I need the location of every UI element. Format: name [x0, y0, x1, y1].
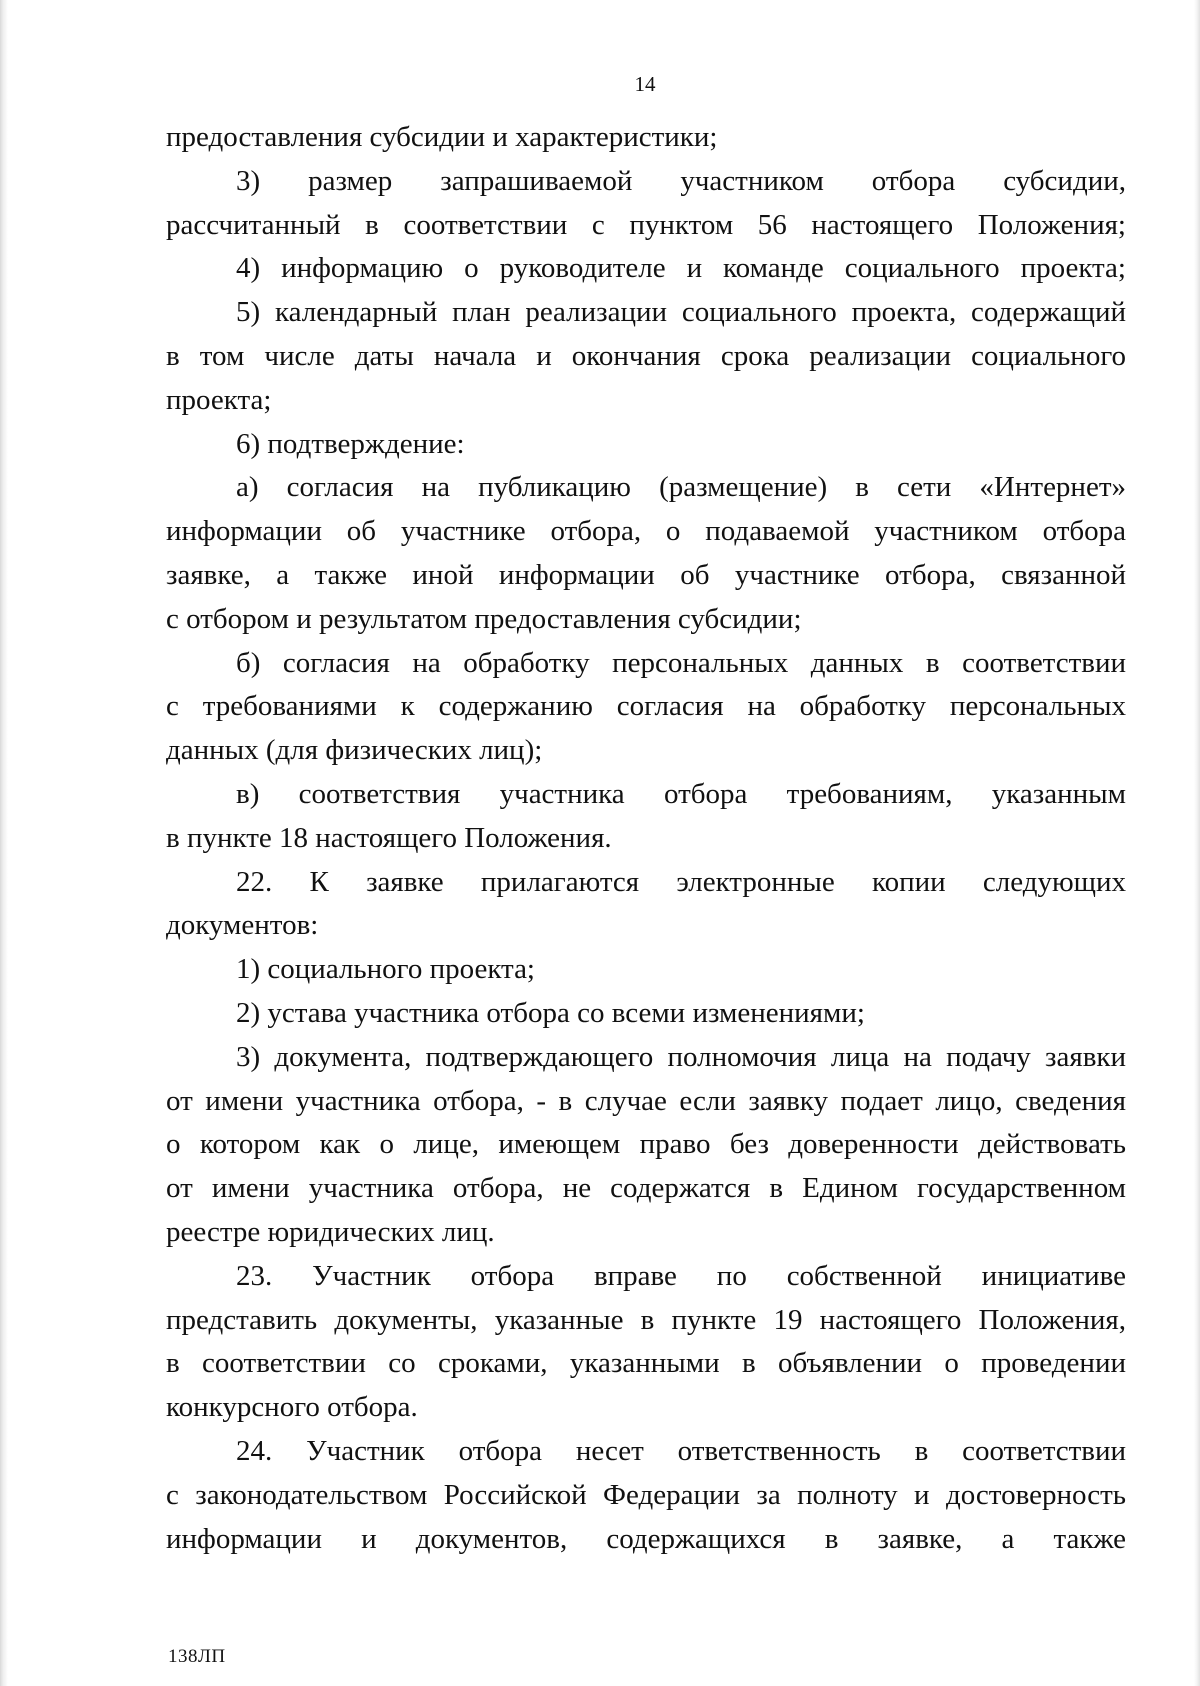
text-line: в) соответствия участника отбора требованиям, указанным: [236, 777, 1126, 810]
text-line: 24. Участник отбора несет ответственность в соответствии: [236, 1434, 1126, 1467]
text-line: представить документы, указанные в пункте 19 настоящего Положения,: [166, 1303, 1126, 1336]
page-number: 14: [634, 72, 656, 96]
text-line: рассчитанный в соответствии с пунктом 56 настоящего Положения;: [166, 208, 1126, 241]
text-line: в соответствии со сроками, указанными в объявлении о проведении: [166, 1347, 1126, 1380]
text-line: о котором как о лице, имеющем право без доверенности действовать: [166, 1128, 1126, 1161]
text-line: а) согласия на публикацию (размещение) в сети «Интернет»: [236, 471, 1126, 504]
text-line: 4) информацию о руководителе и команде социального проекта;: [236, 252, 1126, 285]
text-line: 22. К заявке прилагаются электронные копии следующих: [236, 865, 1126, 898]
scan-edge-right: [1194, 0, 1200, 1686]
text-line: документов:: [166, 909, 319, 942]
text-line: информации и документов, содержащихся в заявке, а также: [166, 1522, 1126, 1555]
text-line: в пункте 18 настоящего Положения.: [166, 821, 612, 854]
text-line: от имени участника отбора, - в случае если заявку подает лицо, сведения: [166, 1084, 1126, 1117]
text-line: заявке, а также иной информации об участнике отбора, связанной: [166, 558, 1126, 591]
text-line: реестре юридических лиц.: [166, 1215, 495, 1248]
document-body: [166, 116, 1126, 1561]
text-line: от имени участника отбора, не содержатся в Едином государственном: [166, 1172, 1126, 1205]
text-line: предоставления субсидии и характеристики;: [166, 121, 718, 153]
text-line: 5) календарный план реализации социального проекта, содержащий: [236, 296, 1126, 329]
text-line: в том числе даты начала и окончания срока реализации социального: [166, 339, 1126, 372]
text-line: конкурсного отбора.: [166, 1391, 418, 1424]
text-line: 1) социального проекта;: [236, 953, 535, 986]
text-line: 3) документа, подтверждающего полномочия лица на подачу заявки: [236, 1040, 1126, 1073]
text-line: 3) размер запрашиваемой участником отбора субсидии,: [236, 164, 1126, 197]
text-line: б) согласия на обработку персональных данных в соответствии: [236, 646, 1126, 679]
text-line: с законодательством Российской Федерации за полноту и достоверность: [166, 1478, 1126, 1511]
text-line: с отбором и результатом предоставления субсидии;: [166, 602, 802, 635]
text-line: с требованиями к содержанию согласия на обработку персональных: [166, 690, 1126, 723]
footer-code: 138ЛП: [168, 1646, 226, 1667]
text-line: 23. Участник отбора вправе по собственной инициативе: [236, 1259, 1126, 1292]
text-line: 6) подтверждение:: [236, 427, 465, 460]
scan-edge-left: [0, 0, 8, 1686]
text-line: 2) устава участника отбора со всеми изменениями;: [236, 996, 865, 1029]
text-line: проекта;: [166, 383, 272, 416]
text-line: данных (для физических лиц);: [166, 734, 543, 767]
text-line: информации об участнике отбора, о подаваемой участником отбора: [166, 515, 1126, 548]
